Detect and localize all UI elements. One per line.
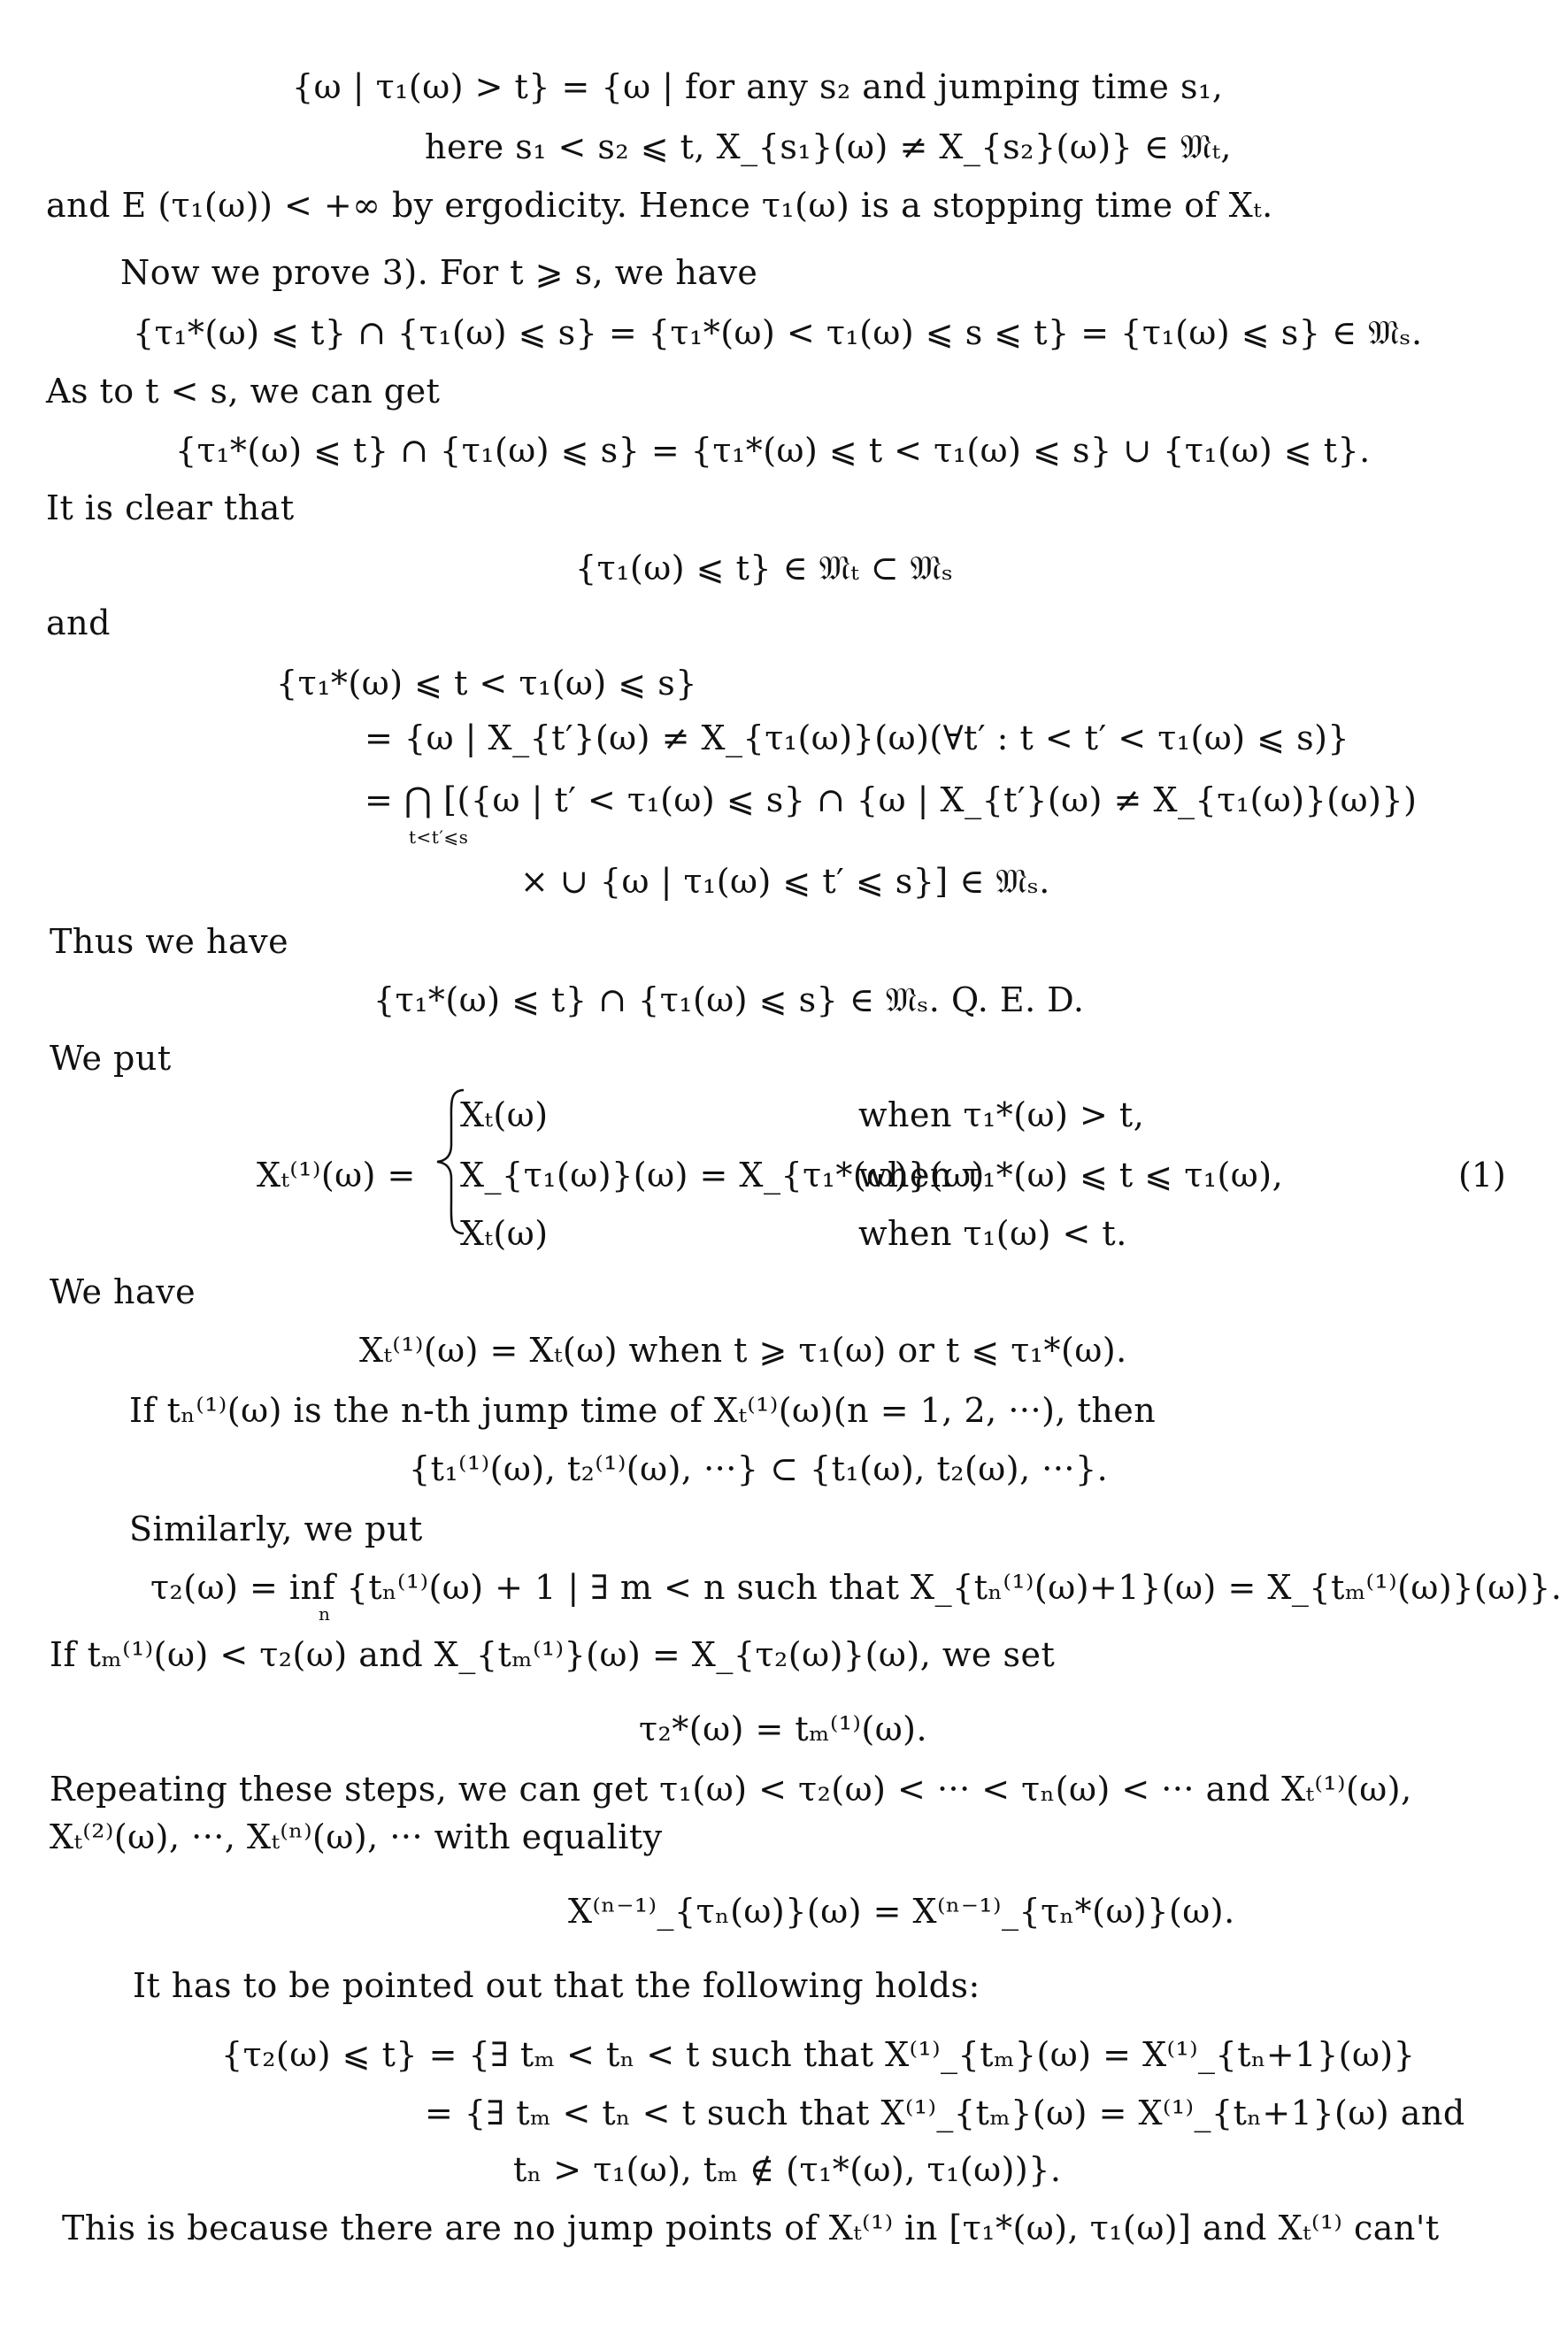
text-line-9: {τ₁(ω) ⩽ t} ∈ 𝔐ₜ ⊂ 𝔐ₛ [575,549,954,588]
case-cond-1: when τ₁*(ω) > t, [858,1095,1145,1134]
text-line-18: We have [50,1272,196,1311]
text-line-15: Thus we have [50,922,289,961]
text-line-30: {τ₂(ω) ⩽ t} = {∃ tₘ < tₙ < t such that X⁽¹⁾_{tₘ}(ω) = X⁽¹⁾_{tₙ+1}(ω)} [221,2035,1416,2074]
text-line-14: × ∪ {ω | τ₁(ω) ⩽ t′ ⩽ s}] ∈ 𝔐ₛ. [520,862,1050,901]
text-line-2: here s₁ < s₂ ⩽ t, X_{s₁}(ω) ≠ X_{s₂}(ω)} ∈ 𝔐ₜ, [425,127,1233,166]
text-line-4: Now we prove 3). For t ⩾ s, we have [120,253,758,292]
case-cond-2: when τ₁*(ω) ⩽ t ⩽ τ₁(ω), [858,1156,1284,1195]
equation-number: (1) [1458,1156,1506,1195]
text-line-21: {t₁⁽¹⁾(ω), t₂⁽¹⁾(ω), ···} ⊂ {t₁(ω), t₂(ω), ···}. [409,1449,1109,1488]
text-line-23: τ₂(ω) = inf {tₙ⁽¹⁾(ω) + 1 | ∃ m < n such that X_{tₙ⁽¹⁾(ω)+1}(ω) = X_{tₘ⁽¹⁾(ω)}(ω)}. [150,1568,1563,1607]
text-line-17: We put [50,1039,172,1078]
text-line-6: As to t < s, we can get [46,372,441,411]
text-line-33: This is because there are no jump points of Xₜ⁽¹⁾ in [τ₁*(ω), τ₁(ω)] and Xₜ⁽¹⁾ can't [62,2209,1440,2247]
text-line-27: Xₜ⁽²⁾(ω), ···, Xₜ⁽ⁿ⁾(ω), ··· with equality [50,1817,663,1856]
text-line-16: {τ₁*(ω) ⩽ t} ∩ {τ₁(ω) ⩽ s} ∈ 𝔐ₛ. Q. E. D. [373,980,1085,1019]
text-line-25: τ₂*(ω) = tₘ⁽¹⁾(ω). [639,1709,928,1748]
text-line-7: {τ₁*(ω) ⩽ t} ∩ {τ₁(ω) ⩽ s} = {τ₁*(ω) ⩽ t < τ₁(ω) ⩽ s} ∪ {τ₁(ω) ⩽ t}. [175,431,1371,470]
case-cond-3: when τ₁(ω) < t. [858,1214,1127,1253]
cases-lhs: Xₜ⁽¹⁾(ω) = [257,1156,416,1195]
text-line-24: If tₘ⁽¹⁾(ω) < τ₂(ω) and X_{tₘ⁽¹⁾}(ω) = X_{τ₂(ω)}(ω), we set [50,1635,1056,1674]
text-line-20: If tₙ⁽¹⁾(ω) is the n-th jump time of Xₜ⁽¹⁾(ω)(n = 1, 2, ···), then [129,1391,1157,1430]
text-line-29: It has to be pointed out that the following holds: [133,1966,980,2005]
text-line-31: = {∃ tₘ < tₙ < t such that X⁽¹⁾_{tₘ}(ω) = X⁽¹⁾_{tₙ+1}(ω) and [425,2094,1465,2132]
text-line-5: {τ₁*(ω) ⩽ t} ∩ {τ₁(ω) ⩽ s} = {τ₁*(ω) < τ₁(ω) ⩽ s ⩽ t} = {τ₁(ω) ⩽ s} ∈ 𝔐ₛ. [133,313,1423,352]
text-line-12: = {ω | X_{t′}(ω) ≠ X_{τ₁(ω)}(ω)(∀t′ : t < t′ < τ₁(ω) ⩽ s)} [365,718,1350,757]
case-expr-1: Xₜ(ω) [460,1095,549,1134]
text-line-8: It is clear that [46,488,295,527]
text-line-13: = ⋂ [({ω | t′ < τ₁(ω) ⩽ s} ∩ {ω | X_{t′}(ω) ≠ X_{τ₁(ω)}(ω)}) [365,780,1418,819]
text-line-11: {τ₁*(ω) ⩽ t < τ₁(ω) ⩽ s} [276,664,697,703]
text-line-22: Similarly, we put [129,1510,423,1548]
text-line-3: and E (τ₁(ω)) < +∞ by ergodicity. Hence τ₁(ω) is a stopping time of Xₜ. [46,186,1273,225]
case-expr-2: X_{τ₁(ω)}(ω) = X_{τ₁*(ω)}(ω) [460,1156,985,1195]
text-line-26: Repeating these steps, we can get τ₁(ω) < τ₂(ω) < ··· < τₙ(ω) < ··· and Xₜ⁽¹⁾(ω), [50,1770,1412,1809]
text-line-28: X⁽ⁿ⁻¹⁾_{τₙ(ω)}(ω) = X⁽ⁿ⁻¹⁾_{τₙ*(ω)}(ω). [568,1892,1235,1931]
text-line-10: and [46,603,111,642]
text-line-1: {ω | τ₁(ω) > t} = {ω | for any s₂ and jumping time s₁, [292,67,1224,106]
intersection-subscript: t<t′⩽s [409,826,469,848]
case-expr-3: Xₜ(ω) [460,1214,549,1253]
inf-subscript: n [319,1603,331,1625]
text-line-32: tₙ > τ₁(ω), tₘ ∉ (τ₁*(ω), τ₁(ω))}. [513,2150,1062,2189]
text-line-19: Xₜ⁽¹⁾(ω) = Xₜ(ω) when t ⩾ τ₁(ω) or t ⩽ τ₁*(ω). [359,1331,1127,1370]
